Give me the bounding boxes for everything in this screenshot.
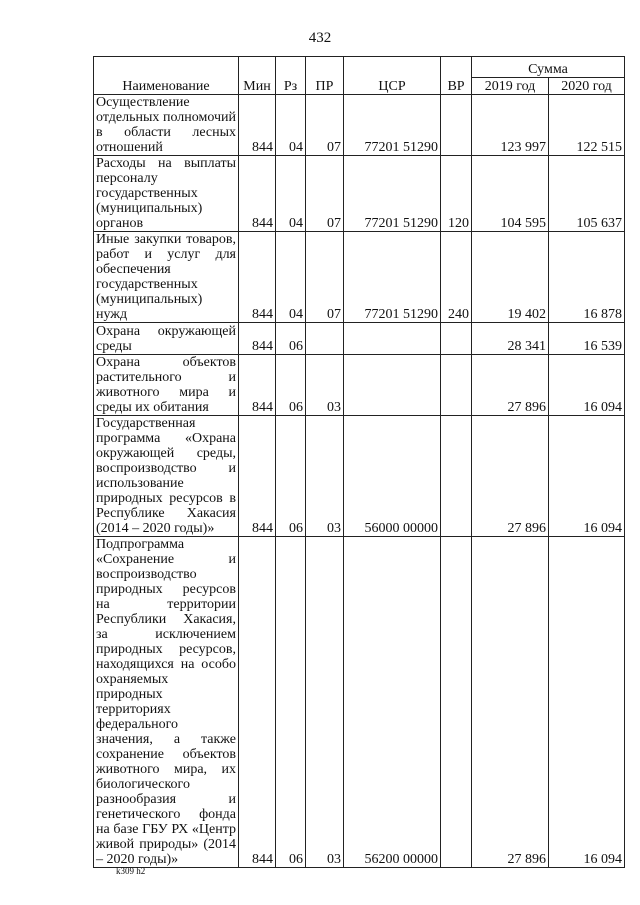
budget-table (93, 56, 625, 868)
header-year-2019: 2019 год (472, 77, 549, 94)
table-row (94, 416, 625, 537)
table-row (94, 323, 625, 355)
row-min: 844 (239, 416, 276, 537)
row-csr: 56000 00000 (344, 416, 441, 537)
row-csr: 77201 51290 (344, 232, 441, 323)
row-rz: 04 (276, 156, 306, 232)
row-vr (441, 95, 472, 156)
row-pr: 03 (306, 537, 344, 868)
row-pr (306, 323, 344, 355)
row-csr (344, 355, 441, 416)
row-pr: 07 (306, 95, 344, 156)
page-number: 432 (308, 30, 332, 46)
header-pr: ПР (306, 57, 344, 95)
row-sum-2020: 16 094 (549, 416, 625, 537)
row-vr (441, 416, 472, 537)
row-csr: 77201 51290 (344, 95, 441, 156)
table-row (94, 232, 625, 323)
row-sum-2019: 28 341 (472, 323, 549, 355)
row-csr (344, 323, 441, 355)
row-min: 844 (239, 323, 276, 355)
row-sum-2020: 16 094 (549, 355, 625, 416)
row-rz: 06 (276, 416, 306, 537)
row-min: 844 (239, 232, 276, 323)
row-name: Охрана объектов растительного и животного мира и среды их обитания (94, 355, 239, 416)
header-year-2020: 2020 год (549, 77, 625, 94)
row-name: Подпрограмма «Сохранение и воспроизводство природных ресурсов на территории Республики Хакасия, за исключением природных ресурсов, находящихся на особо охраняемых природных территориях федерального значения, а также сохранение объектов животного мира, их биологического разнообразия и генетического фонда на базе ГБУ РХ «Центр живой природы» (2014 – 2020 годы)» (94, 537, 239, 868)
row-sum-2020: 16 539 (549, 323, 625, 355)
row-sum-2020: 105 637 (549, 156, 625, 232)
row-vr: 120 (441, 156, 472, 232)
row-vr: 240 (441, 232, 472, 323)
row-vr (441, 355, 472, 416)
row-rz: 04 (276, 232, 306, 323)
row-vr (441, 537, 472, 868)
footer-code: k309 h2 (116, 866, 146, 876)
row-vr (441, 323, 472, 355)
row-csr: 56200 00000 (344, 537, 441, 868)
table-row (94, 156, 625, 232)
row-name: Расходы на выплаты персоналу государственных (муниципальных) органов (94, 156, 239, 232)
row-pr: 07 (306, 232, 344, 323)
row-pr: 07 (306, 156, 344, 232)
row-rz: 04 (276, 95, 306, 156)
row-sum-2020: 16 878 (549, 232, 625, 323)
header-csr: ЦСР (344, 57, 441, 95)
header-name: Наименование (94, 57, 239, 95)
header-sum: Сумма (472, 57, 625, 78)
table-row (94, 95, 625, 156)
table-row (94, 355, 625, 416)
row-pr: 03 (306, 355, 344, 416)
row-name: Осуществление отдельных полномочий в области лесных отношений (94, 95, 239, 156)
row-min: 844 (239, 355, 276, 416)
row-min: 844 (239, 537, 276, 868)
row-sum-2019: 27 896 (472, 537, 549, 868)
row-rz: 06 (276, 323, 306, 355)
row-sum-2020: 16 094 (549, 537, 625, 868)
header-vr: ВР (441, 57, 472, 95)
row-rz: 06 (276, 537, 306, 868)
header-min: Мин (239, 57, 276, 95)
row-csr: 77201 51290 (344, 156, 441, 232)
row-sum-2019: 104 595 (472, 156, 549, 232)
header-rz: Рз (276, 57, 306, 95)
row-sum-2019: 123 997 (472, 95, 549, 156)
row-sum-2020: 122 515 (549, 95, 625, 156)
row-name: Охрана окружающей среды (94, 323, 239, 355)
row-sum-2019: 27 896 (472, 416, 549, 537)
row-min: 844 (239, 95, 276, 156)
row-name: Иные закупки товаров, работ и услуг для обеспечения государственных (муниципальных) нужд (94, 232, 239, 323)
row-name: Государственная программа «Охрана окружающей среды, воспроизводство и использование природных ресурсов в Республике Хакасия (2014 – 2020 годы)» (94, 416, 239, 537)
row-sum-2019: 27 896 (472, 355, 549, 416)
table-row (94, 537, 625, 868)
row-rz: 06 (276, 355, 306, 416)
row-min: 844 (239, 156, 276, 232)
row-sum-2019: 19 402 (472, 232, 549, 323)
row-pr: 03 (306, 416, 344, 537)
